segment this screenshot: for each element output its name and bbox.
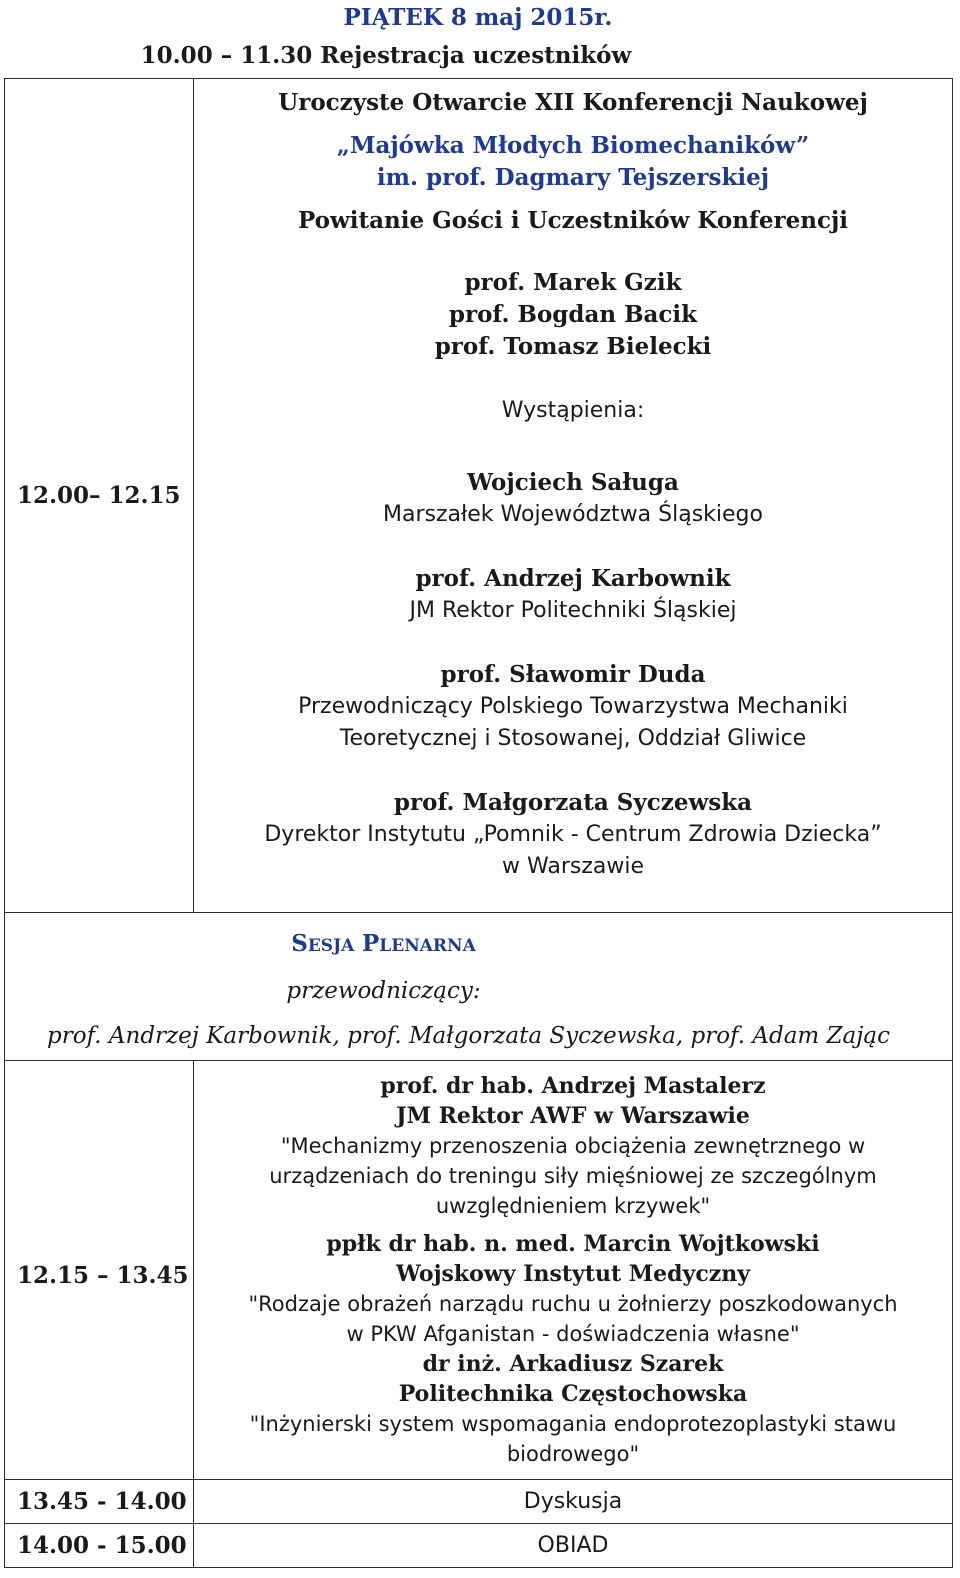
table-row-opening xyxy=(5,79,953,913)
session-cell xyxy=(5,913,953,1061)
opening-title: Uroczyste Otwarcie XII Konferencji Naukowej xyxy=(278,89,868,116)
table-row-lectures xyxy=(5,1061,953,1480)
lecture-title-line: w PKW Afganistan - doświadczenia własne" xyxy=(346,1322,800,1346)
conference-name-line-1: „Majówka Młodych Biomechaników” xyxy=(336,132,810,159)
speaker-entry xyxy=(194,787,952,883)
hosts-list xyxy=(194,267,952,363)
lecturer-affiliation: JM Rektor AWF w Warszawie xyxy=(396,1103,750,1129)
program-table xyxy=(4,78,953,1568)
lecture-title-line: "Rodzaje obrażeń narządu ruchu u żołnierzy poszkodowanych xyxy=(248,1292,898,1316)
speaker-name: Wojciech Saługa xyxy=(467,469,679,496)
day-header: PIĄTEK 8 maj 2015r. xyxy=(343,4,613,31)
speaker-name: prof. Małgorzata Syczewska xyxy=(393,789,753,816)
lecture-title-line: "Mechanizmy przenoszenia obciążenia zewnętrznego w xyxy=(280,1134,866,1158)
opening-time: 12.00– 12.15 xyxy=(5,79,194,913)
opening-cell xyxy=(194,79,953,913)
lecture-title-line: biodrowego" xyxy=(506,1442,640,1466)
lecture-entry xyxy=(194,1229,952,1349)
lecturer-affiliation: Wojskowy Instytut Medyczny xyxy=(395,1261,750,1287)
table-row-discussion xyxy=(5,1480,953,1524)
welcome-line: Powitanie Gości i Uczestników Konferencji xyxy=(297,207,849,234)
host-name: prof. Bogdan Bacik xyxy=(448,301,698,328)
lecture-title-line: uwzględnieniem krzywek" xyxy=(435,1194,711,1218)
speaker-entry xyxy=(194,467,952,531)
session-title: SESJA PLENARNA xyxy=(291,929,476,957)
conference-name-line-2: im. prof. Dagmary Tejszerskiej xyxy=(376,164,770,191)
host-name: prof. Marek Gzik xyxy=(464,269,682,296)
registration-line: 10.00 – 11.30 Rejestracja uczestników xyxy=(140,42,632,69)
lecture-entry xyxy=(194,1071,952,1221)
speaker-role: Dyrektor Instytutu „Pomnik - Centrum Zdrowia Dziecka” xyxy=(264,822,882,847)
lectures-time: 12.15 – 13.45 xyxy=(5,1061,194,1480)
discussion-label: Dyskusja xyxy=(194,1480,953,1524)
table-row-session xyxy=(5,913,953,1061)
lecturer-name: ppłk dr hab. n. med. Marcin Wojtkowski xyxy=(326,1231,820,1257)
lecture-title-line: urządzeniach do treningu siły mięśniowej ze szczególnym xyxy=(269,1164,877,1188)
speaker-name: prof. Sławomir Duda xyxy=(440,661,706,688)
table-row-lunch xyxy=(5,1524,953,1568)
speaker-role: JM Rektor Politechniki Śląskiej xyxy=(409,598,737,623)
speaker-role: Teoretycznej i Stosowanej, Oddział Gliwice xyxy=(339,726,807,751)
lecturer-name: dr inż. Arkadiusz Szarek xyxy=(422,1351,724,1377)
speaker-name: prof. Andrzej Karbownik xyxy=(415,565,731,592)
lunch-time: 14.00 - 15.00 xyxy=(5,1524,194,1568)
lunch-label: OBIAD xyxy=(194,1524,953,1568)
lecture-title-line: "Inżynierski system wspomagania endoprotezoplastyki stawu xyxy=(249,1412,897,1436)
conference-name xyxy=(194,130,952,194)
speaker-entry xyxy=(194,563,952,627)
chairs-label: przewodniczący: xyxy=(286,977,481,1004)
speaker-role: Przewodniczący Polskiego Towarzystwa Mechaniki xyxy=(298,694,848,719)
lecturer-affiliation: Politechnika Częstochowska xyxy=(398,1381,748,1407)
speaker-role: Marszałek Województwa Śląskiego xyxy=(383,502,763,527)
chairs-list: prof. Andrzej Karbownik, prof. Małgorzata Syczewska, prof. Adam Zając xyxy=(47,1022,890,1049)
speeches-label: Wystąpienia: xyxy=(501,398,645,423)
speaker-entry xyxy=(194,659,952,755)
speaker-role: w Warszawie xyxy=(502,854,644,879)
lecture-entry xyxy=(194,1349,952,1469)
lecturer-name: prof. dr hab. Andrzej Mastalerz xyxy=(380,1073,766,1099)
host-name: prof. Tomasz Bielecki xyxy=(434,333,712,360)
discussion-time: 13.45 - 14.00 xyxy=(5,1480,194,1524)
lectures-cell xyxy=(194,1061,953,1480)
